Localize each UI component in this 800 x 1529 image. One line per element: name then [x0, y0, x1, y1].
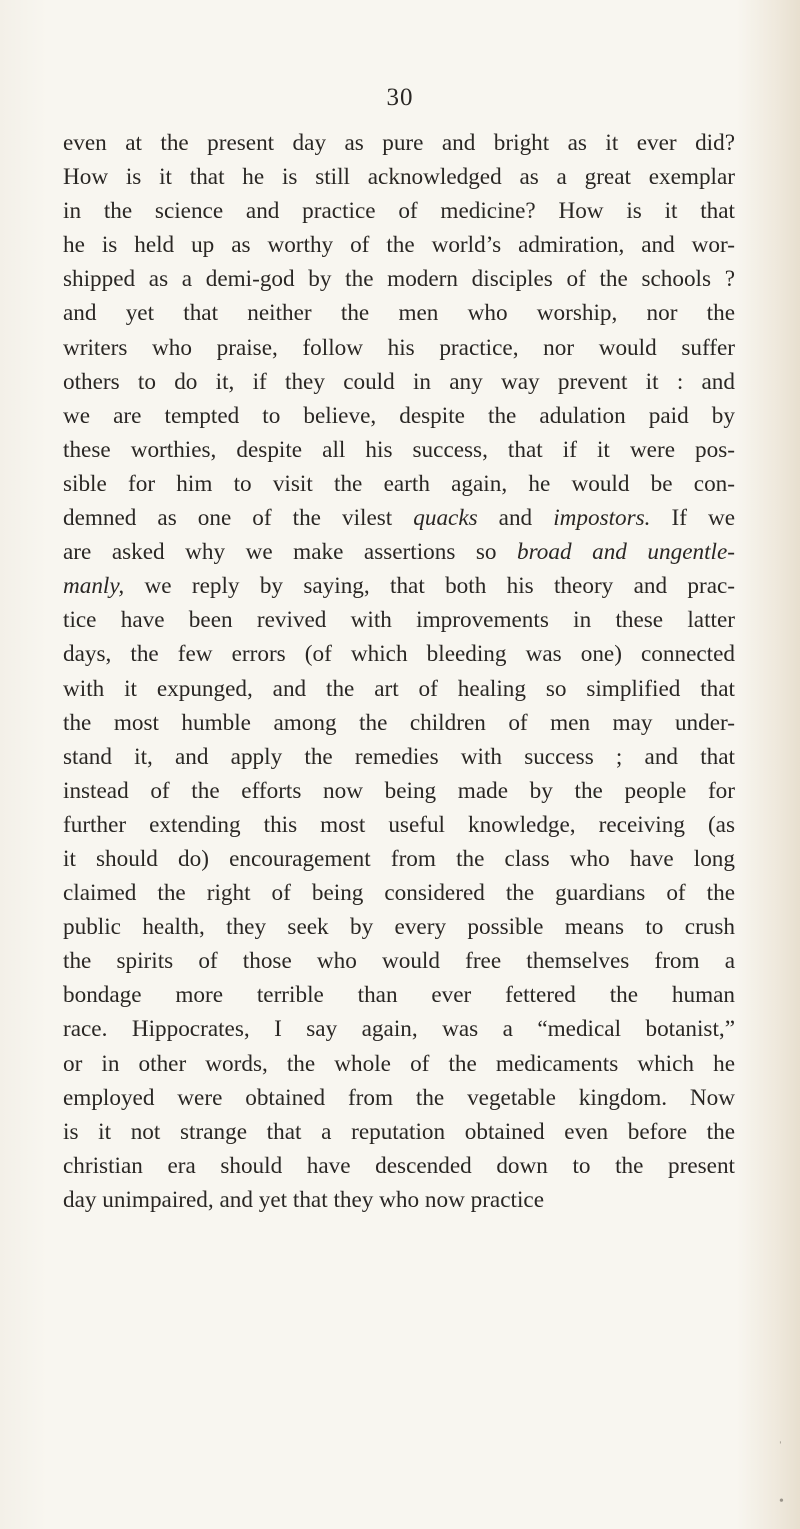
text-line — [63, 1047, 735, 1081]
italic-text: manly, — [63, 573, 125, 600]
text-segment: stand it, and apply the remedies with success ; and that — [63, 743, 735, 770]
text-line — [63, 331, 735, 365]
text-line — [63, 740, 735, 774]
text-segment: in the science and practice of medicine? How is it that — [63, 198, 735, 225]
text-line — [63, 399, 735, 433]
text-segment: days, the few errors (of which bleeding was one) connected — [63, 641, 735, 668]
text-segment: these worthies, despite all his success, that if it were pos- — [63, 436, 735, 463]
text-segment: instead of the efforts now being made by the people for — [63, 777, 735, 804]
text-segment: bondage more terrible than ever fettered the human — [63, 982, 735, 1009]
text-line — [63, 637, 735, 671]
text-segment: is it not strange that a reputation obtained even before the — [63, 1118, 735, 1145]
text-segment: are asked why we make assertions so — [63, 539, 518, 566]
text-segment: he is held up as worthy of the world’s admiration, and wor- — [63, 232, 735, 259]
text-segment: If we — [650, 505, 736, 532]
text-line — [63, 603, 735, 637]
text-line — [63, 672, 735, 706]
text-segment: How is it that he is still acknowledged as a great exemplar — [63, 164, 735, 191]
text-line — [63, 194, 735, 228]
text-line — [63, 910, 735, 944]
text-line — [63, 944, 735, 978]
text-line — [63, 501, 735, 535]
text-segment: with it expunged, and the art of healing so simplified that — [63, 675, 735, 702]
text-line — [63, 433, 735, 467]
text-segment: even at the present day as pure and bright as it ever did? — [63, 130, 735, 156]
text-segment: christian era should have descended down to the present — [63, 1152, 735, 1179]
text-line — [63, 1183, 735, 1217]
text-line — [63, 706, 735, 740]
text-line — [63, 365, 735, 399]
text-line — [63, 262, 735, 296]
text-line — [63, 1012, 735, 1046]
italic-text: broad and ungentle- — [517, 539, 735, 566]
text-segment: sible for him to visit the earth again, he would be con- — [63, 470, 735, 497]
text-segment: and — [477, 505, 554, 532]
text-segment: shipped as a demi-god by the modern disciples of the schools ? — [63, 266, 735, 293]
paper-speck: ˈ — [778, 1440, 783, 1455]
text-segment: it should do) encouragement from the class who have long — [63, 845, 735, 872]
text-segment: we reply by saying, that both his theory and prac- — [124, 573, 735, 600]
text-line — [63, 467, 735, 501]
text-segment: public health, they seek by every possible means to crush — [63, 914, 735, 941]
text-line — [63, 1149, 735, 1183]
italic-text: impostors. — [553, 505, 651, 532]
text-segment: day unimpaired, and yet that they who now practice — [63, 1186, 544, 1213]
text-segment: claimed the right of being considered the guardians of the — [63, 880, 735, 907]
text-segment: or in other words, the whole of the medicaments which he — [63, 1050, 735, 1077]
italic-text: quacks — [413, 505, 478, 532]
text-line — [63, 842, 735, 876]
text-segment: writers who praise, follow his practice, nor would suffer — [63, 334, 735, 361]
text-line — [63, 808, 735, 842]
text-line — [63, 774, 735, 808]
text-line — [63, 296, 735, 330]
text-segment: the most humble among the children of men may under- — [63, 709, 735, 736]
text-line — [63, 978, 735, 1012]
text-line — [63, 1115, 735, 1149]
text-line — [63, 228, 735, 262]
text-segment: we are tempted to believe, despite the adulation paid by — [63, 402, 735, 429]
text-segment: race. Hippocrates, I say again, was a “medical botanist,” — [63, 1016, 735, 1043]
text-segment: demned as one of the vilest — [63, 505, 414, 532]
text-segment: employed were obtained from the vegetable kingdom. Now — [63, 1084, 735, 1111]
text-line — [63, 160, 735, 194]
text-segment: further extending this most useful knowledge, receiving (as — [63, 811, 735, 838]
text-line — [63, 569, 735, 603]
text-line — [63, 126, 735, 160]
text-segment: the spirits of those who would free themselves from a — [63, 948, 735, 975]
text-line — [63, 876, 735, 910]
text-line — [63, 535, 735, 569]
text-segment: others to do it, if they could in any way prevent it : and — [63, 368, 735, 395]
paper-speck: • — [779, 1494, 784, 1509]
page-number: 30 — [386, 84, 414, 111]
body-text — [63, 126, 735, 1217]
text-segment: tice have been revived with improvements in these latter — [63, 607, 735, 634]
text-segment: and yet that neither the men who worship, nor the — [63, 300, 735, 327]
text-line — [63, 1081, 735, 1115]
